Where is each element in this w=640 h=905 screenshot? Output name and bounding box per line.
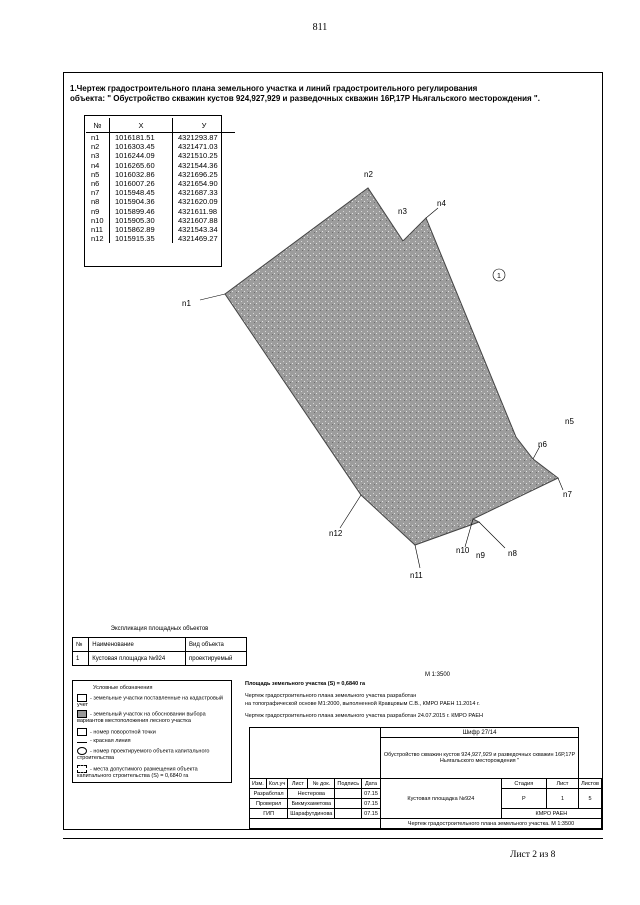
stamp-blank [250,728,381,779]
object-marker-number: 1 [497,273,501,280]
stamp-role-check: Проверил [250,799,288,809]
stamp-sheet-label: Лист [546,779,578,789]
explication-row-name: Кустовая площадка №924 [89,652,186,666]
coords-cell-y: 4321543.34 [178,224,218,234]
legend-swatch-grey [77,710,87,718]
stamp-sign-check [335,799,362,809]
stamp-date-gip: 07.15 [362,809,381,819]
stamp-org: КМРО РАЕН [501,809,601,819]
coords-cell-y: 4321611.98 [178,206,218,216]
legend-item-object: - номер проектируемого объекта капитального строительства [77,748,210,761]
coords-cell-x: 1016032.86 [110,170,173,179]
legend-item-redline: - красная линия [77,738,131,744]
coords-cell-x: 1016265.60 [110,161,173,170]
coords-cell-num: n3 [86,151,110,160]
title-block [249,727,602,829]
coords-cell-num: n2 [86,142,110,151]
coords-cell-y: 4321620.09 [178,197,218,207]
stamp-sheet-value: 1 [546,789,578,809]
stamp-role-dev: Разработал [250,789,288,799]
leader-n8 [479,522,505,548]
coords-cell-y: 4321293.87 [178,133,218,143]
stamp-object: Обустройство скважин кустов 924,927,929 и разведочных скважин 16Р,17Р Ньягальского месторождения " [380,738,578,779]
title-line-2: объекта: " Обустройство скважин кустов 924,927,929 и разведочных скважин 16Р,17Р Ньягальского месторождения ". [70,94,540,103]
coords-cell-x: 1015862.89 [110,225,173,234]
legend-item-forest: - земельный участок на обосновании выбора вариантов местоположения лесного участка [77,711,206,724]
explication-header-type: Вид объекта [186,638,247,652]
vertex-label-n9: n9 [476,551,485,560]
coords-cell-x: 1016244.09 [110,151,173,160]
page-number: 811 [312,22,328,33]
stamp-sign-gip [335,809,362,819]
coords-cell-x: 1016303.45 [110,142,173,151]
explication-table [72,637,247,666]
coords-cell-y: 4321510.25 [178,151,218,161]
legend-item-vertex: - номер поворотной точки [77,728,156,736]
coords-cell-y: 4321544.36 [178,160,218,170]
stamp-h-date: Дата [362,779,381,789]
legend-swatch-plain [77,694,87,702]
coords-cell-y: 4321687.33 [178,188,218,198]
stamp-cipher: Шифр 27/14 [380,728,578,738]
stamp-h-sheet: Лист [288,779,308,789]
scale-label: М 1:3500 [425,672,451,678]
stamp-role-gip: ГИП [250,809,288,819]
stamp-drawing: Чертеж градостроительного плана земельного участка. М 1:3500 [380,819,601,829]
stamp-h-change: Изм. [250,779,267,789]
coords-cell-x: 1015904.36 [110,197,173,206]
stamp-sheets-label: Листов [579,779,602,789]
sheet-divider [63,838,603,839]
coords-cell-x: 1016007.26 [110,179,173,188]
leader-n7 [558,478,563,490]
leader-n1 [200,294,225,300]
stamp-date-dev: 07.15 [362,789,381,799]
sheet-label: Лист 2 из 8 [510,850,556,860]
stamp-h-sign: Подпись [335,779,362,789]
title-line-1: 1.Чертеж градостроительного плана земельного участка и линий градостроительного регулирования [70,84,478,93]
vertex-label-n6: n6 [538,440,547,449]
explication-row-num: 1 [73,652,89,666]
leader-n12 [340,495,361,528]
legend-swatch-dashed [77,765,87,773]
coords-cell-x: 1015899.46 [110,207,173,216]
leader-n11 [415,545,420,568]
coords-cell-num: n1 [86,133,110,143]
stamp-h-doc: № док. [308,779,335,789]
legend-swatch-line [77,739,87,743]
coords-cell-num: n8 [86,197,110,206]
coords-cell-x: 1016181.51 [110,133,173,143]
legend-item-cadastral: - земельные участки поставленные на кадастровый учет [77,695,223,708]
coords-header-x: X [110,118,173,133]
coords-cell-x: 1015905.30 [110,216,173,225]
vertex-label-n7: n7 [563,490,572,499]
coords-cell-y: 4321471.03 [178,142,218,152]
land-plot-polygon [225,188,558,545]
vertex-label-n12: n12 [329,529,343,538]
coords-cell-num: n5 [86,170,110,179]
vertex-label-n10: n10 [456,546,470,555]
vertex-label-n5: n5 [565,417,574,426]
stamp-sign-dev [335,789,362,799]
stamp-site: Кустовая площадка №924 [380,779,501,819]
explication-header-num: № [73,638,89,652]
note-developed: Чертеж градостроительного плана земельного участка разработан [245,693,417,699]
vertex-label-n1: n1 [182,299,191,308]
note-area: Площадь земельного участка (S) = 0,6840 га [245,681,366,687]
vertex-label-n4: n4 [437,199,446,208]
coords-cell-num: n11 [86,225,110,234]
stamp-stage-label: Стадия [501,779,546,789]
coords-cell-num: n12 [86,234,110,243]
legend-title: Условные обозначения [93,685,153,691]
coords-cell-y: 4321654.90 [178,179,218,189]
coords-cell-x: 1015948.45 [110,188,173,197]
coords-cell-num: n10 [86,216,110,225]
stamp-name-check: Бикмухаметова [288,799,335,809]
drawing-notes [245,680,600,720]
legend-item-placement: - места допустимого размещения объекта капитального строительства (S) = 0,6840 га [77,766,198,779]
stamp-date-check: 07.15 [362,799,381,809]
coords-cell-y: 4321469.27 [178,234,218,244]
vertex-label-n8: n8 [508,549,517,558]
note-date: Чертеж градостроительного плана земельного участка разработан 24.07.2015 г. КМРО РАЕН [245,713,483,719]
coords-cell-num: n4 [86,161,110,170]
leader-n4 [426,208,438,218]
legend-swatch-vertex [77,728,87,736]
stamp-name-dev: Нестерова [288,789,335,799]
stamp-stage-value: Р [501,789,546,809]
vertex-label-n11: n11 [410,571,423,580]
stamp-h-qty: Кол.уч [266,779,288,789]
stamp-sheets-value: 5 [579,789,602,809]
stamp-name-gip: Шарафутдинова [288,809,335,819]
coords-header-y: У [173,118,236,133]
vertex-label-n2: n2 [364,170,373,179]
stamp-empty-row [250,819,381,829]
coords-cell-y: 4321607.88 [178,215,218,225]
coords-cell-y: 4321696.25 [178,169,218,179]
vertex-label-n3: n3 [398,207,407,216]
coords-cell-num: n6 [86,179,110,188]
coords-header-num: № [86,118,110,133]
coords-cell-num: n9 [86,207,110,216]
coords-cell-x: 1015915.35 [110,234,173,243]
explication-row-type: проектируемый [186,652,247,666]
legend-swatch-circle [77,747,87,755]
explication-caption: Экспликация площадных объектов [110,626,209,632]
explication-header-name: Наименование [89,638,186,652]
legend [72,680,232,783]
note-topo: на топографической основе М1:2000, выполненной Кравцовым С.В., КМРО РАЕН 11.2014 г. [245,701,480,707]
coords-cell-num: n7 [86,188,110,197]
